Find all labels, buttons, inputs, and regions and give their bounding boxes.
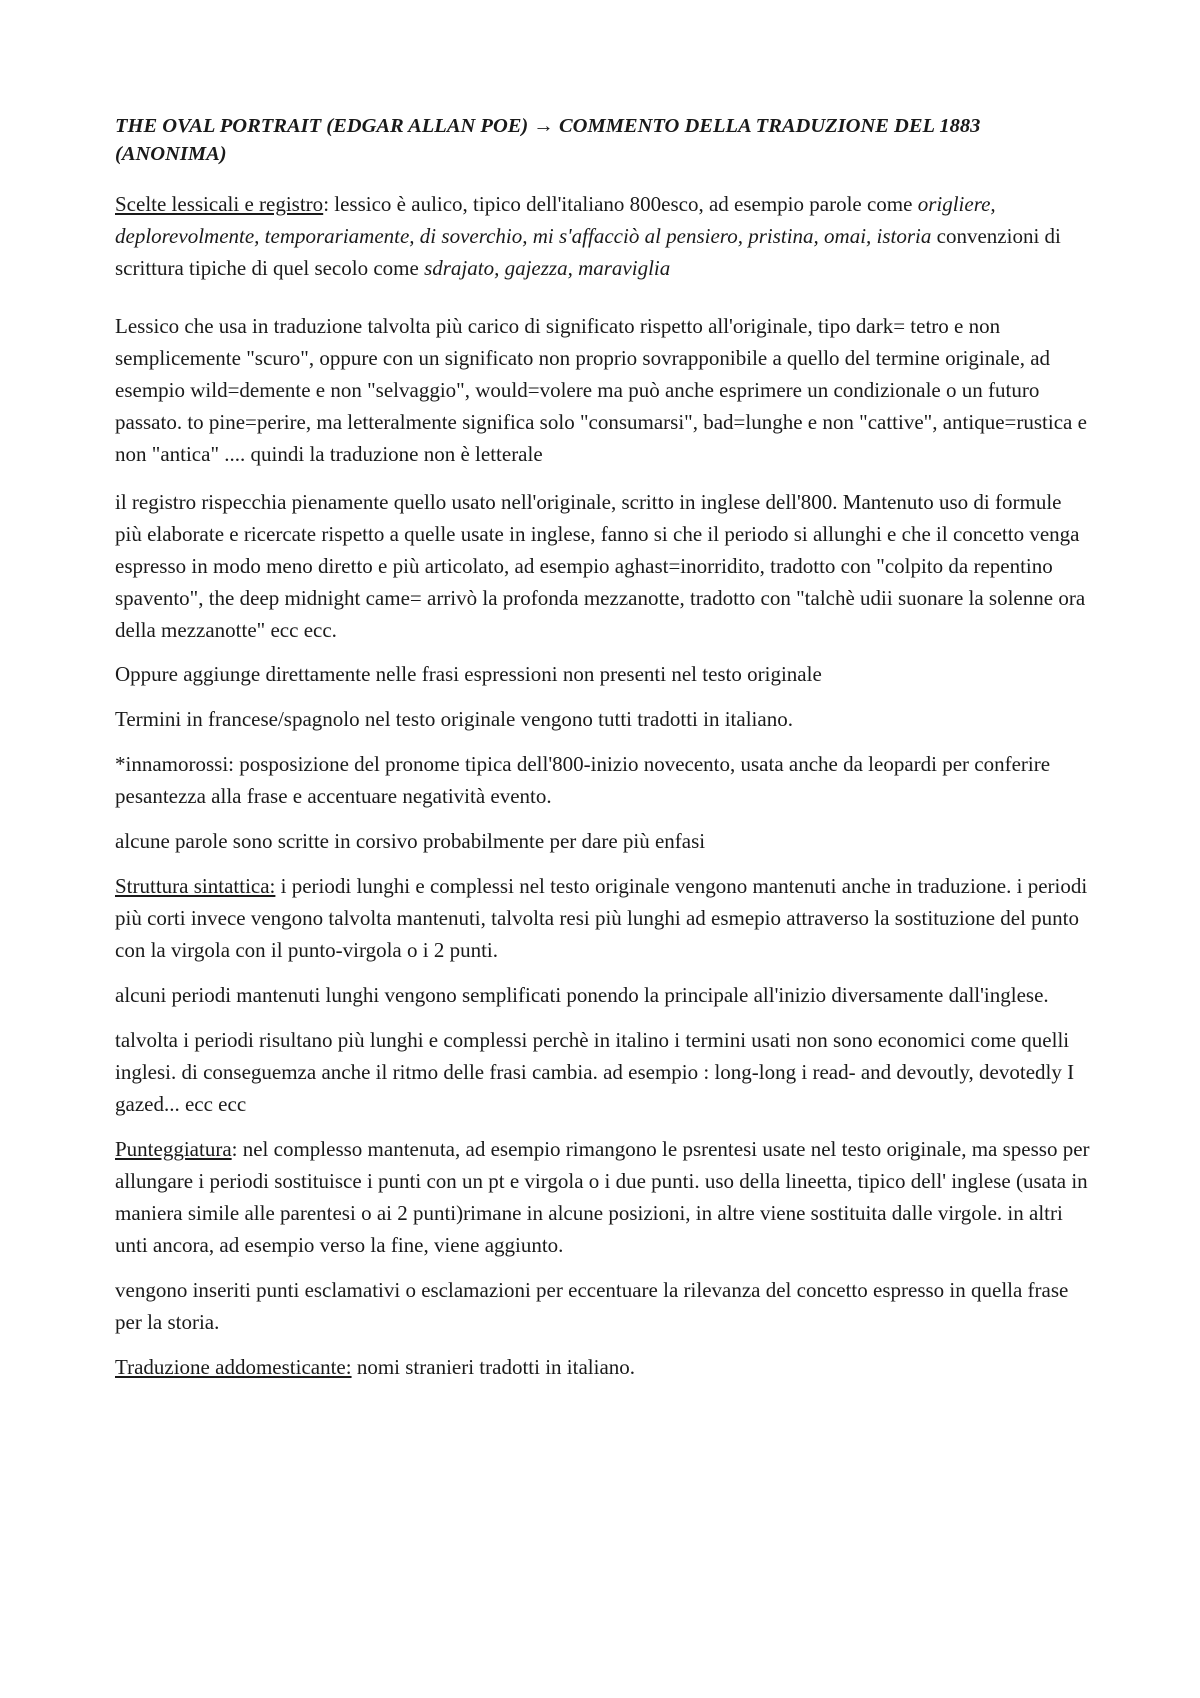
paragraph-lessico-carico: Lessico che usa in traduzione talvolta più carico di significato rispetto all'originale, tipo dark= tetro e non semplicemente "scuro", oppure con un significato non proprio sovrapponibile a quello del termine originale, ad esempio wild=demente e non "selvaggio", would=volere ma può anche esprimere un condizionale o un futuro passato. to pine=perire, ma letteralmente significa solo "consumarsi", bad=lunghe e non "cattive", antique=rustica e non "antica" .... quindi la traduzione non è letterale: [115, 314, 1087, 466]
paragraph-periodi-semplificati: alcuni periodi mantenuti lunghi vengono semplificati ponendo la principale all'inizio diversamente dall'inglese.: [115, 983, 1049, 1007]
paragraph-corsivo: alcune parole sono scritte in corsivo probabilmente per dare più enfasi: [115, 829, 706, 853]
addomesticante-text: nomi stranieri tradotti in italiano.: [351, 1355, 636, 1379]
heading-scelte-lessicali: Scelte lessicali e registro: [115, 192, 324, 216]
punteggiatura-text: : nel complesso mantenuta, ad esempio rimangono le psrentesi usate nel testo originale, ma spesso per allungare i periodi sostituisce i punti con un pt e virgola o i due punti. uso della lineetta, tipico dell' inglese (usata in maniera simile alle parentesi o ai 2 punti)rimane in alcune posizioni, in altre viene sostituita dalle virgole. in altri unti ancora, ad esempio verso la fine, viene aggiunto.: [115, 1137, 1090, 1257]
paragraph-registro: il registro rispecchia pienamente quello usato nell'originale, scritto in inglese dell'800. Mantenuto uso di formule più elaborate e ricercate rispetto a quelle usate in inglese, fanno si che il periodo si allunghi e che il concetto venga espresso in modo meno diretto e più articolato, ad esempio aghast=inorridito, tradotto con "colpito da repentino spavento", the deep midnight came= arrivò la profonda mezzanotte, tradotto con "talchè udii suonare la solenne ora della mezzanotte" ecc ecc.: [115, 490, 1086, 642]
lessico-text-1: : lessico è aulico, tipico dell'italiano 800esco, ad esempio parole come: [323, 192, 918, 216]
paragraph-struttura-sintattica: [115, 870, 1090, 966]
lessico-text-2: convenzioni di scrittura tipiche di quel secolo come: [115, 224, 1061, 280]
lessico-italic-words: origliere, deplorevolmente, temporariamente, di soverchio, mi s'affacciò al pensiero, pristina, omai, istoria: [115, 192, 996, 248]
heading-punteggiatura: Punteggiatura: [115, 1137, 232, 1161]
heading-struttura-sintattica: Struttura sintattica:: [115, 874, 276, 898]
heading-traduzione-addomesticante: Traduzione addomesticante:: [115, 1355, 352, 1379]
paragraph-termini: Termini in francese/spagnolo nel testo originale vengono tutti tradotti in italiano.: [115, 707, 793, 731]
paragraph-punteggiatura: [115, 1133, 1090, 1261]
document-title: THE OVAL PORTRAIT (EDGAR ALLAN POE) → COMMENTO DELLA TRADUZIONE DEL 1883 (ANONIMA): [115, 115, 981, 165]
paragraph-scelte-lessicali: [115, 188, 1090, 284]
paragraph-esclamativi: vengono inseriti punti esclamativi o esclamazioni per eccentuare la rilevanza del concetto espresso in quella frase per la storia.: [115, 1278, 1069, 1334]
paragraph-periodi-lunghi: talvolta i periodi risultano più lunghi e complessi perchè in italino i termini usati non sono economici come quelli inglesi. di conseguemza anche il ritmo delle frasi cambia. ad esempio : long-long i read- and devoutly, devotedly I gazed... ecc ecc: [115, 1028, 1075, 1116]
lessico-italic-conventions: sdrajato, gajezza, maraviglia: [424, 256, 671, 280]
paragraph-aggiunge: Oppure aggiunge direttamente nelle frasi espressioni non presenti nel testo originale: [115, 662, 822, 686]
paragraph-innamorossi: *innamorossi: posposizione del pronome tipica dell'800-inizio novecento, usata anche da leopardi per conferire pesantezza alla frase e accentuare negatività evento.: [115, 752, 1051, 808]
paragraph-traduzione-addomesticante: [115, 1351, 1090, 1383]
struttura-text: i periodi lunghi e complessi nel testo originale vengono mantenuti anche in traduzione. i periodi più corti invece vengono talvolta mantenuti, talvolta resi più lunghi ad esmepio attraverso la sostituzione del punto con la virgola con il punto-virgola o i 2 punti.: [115, 874, 1088, 962]
